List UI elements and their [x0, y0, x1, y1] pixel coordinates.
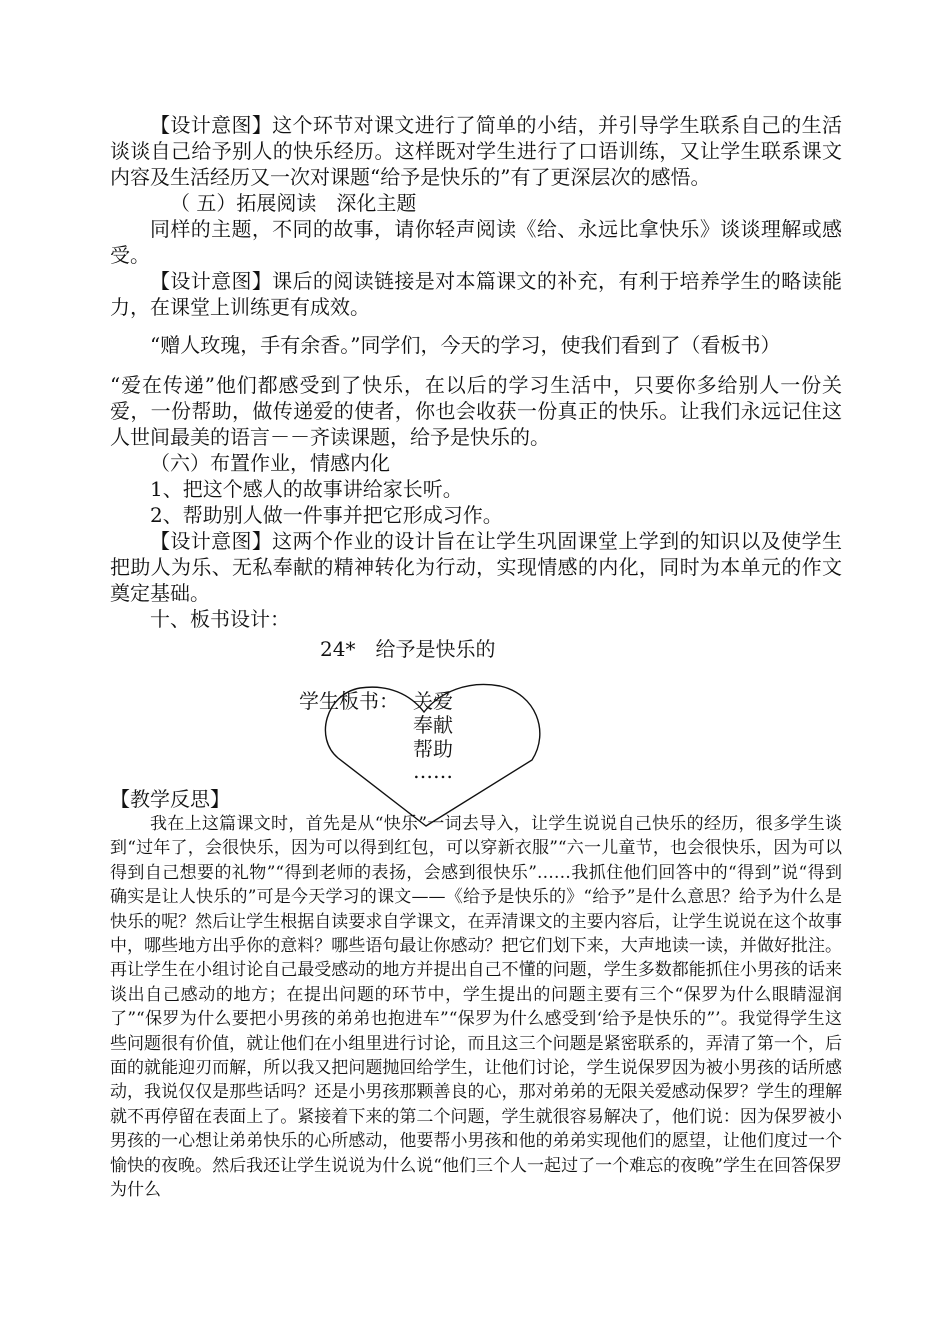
section-heading-5: （ 五）拓展阅读 深化主题	[170, 191, 417, 215]
board-title: 24* 给予是快乐的	[320, 637, 496, 661]
extension-reading-paragraph: 同样的主题，不同的故事，请你轻声阅读《给、永远比拿快乐》谈谈理解或感受。	[110, 217, 842, 267]
summary-paragraph: “爱在传递”他们都感受到了快乐，在以后的学习生活中，只要你多给别人一份关爱，一份帮助，做传递爱的使者，你也会收获一份真正的快乐。让我们永远记住这人世间最美的语言－－齐读课题，给予是快乐的。	[110, 373, 842, 449]
homework-item-2: 2、帮助别人做一件事并把它形成习作。	[150, 503, 503, 527]
reflection-paragraph: 我在上这篇课文时，首先是从“快乐”一词去导入，让学生说说自己快乐的经历，很多学生谈到“过年了，会很快乐，因为可以得到红包，可以穿新衣服”“六一儿童节，也会很快乐，因为可以得到自己想要的礼物”“得到老师的表扬，会感到很快乐”……我抓住他们回答中的“得到”说“得到确实是让人快乐的”可是今天学习的课文——《给予是快乐的》“给予”是什么意思？给予为什么是快乐的呢？然后让学生根据自读要求自学课文，在弄清课文的主要内容后，让学生说说在这个故事中，哪些地方出乎你的意料？哪些语句最让你感动？把它们划下来，大声地读一读，并做好批注。再让学生在小组讨论自己最受感动的地方并提出自己不懂的问题，学生多数都能抓住小男孩的话来谈出自己感动的地方；在提出问题的环节中，学生提出的问题主要有三个“保罗为什么眼睛湿润了”“保罗为什么要把小男孩的弟弟也抱进车”“保罗为什么感受到‘给予是快乐的”’。我觉得学生这些问题很有价值，就让他们在小组里进行讨论，而且这三个问题是紧密联系的，弄清了第一个，后面的就能迎刃而解，所以我又把问题抛回给学生，让他们讨论，学生说保罗因为被小男孩的话所感动，我说仅仅是那些话吗？还是小男孩那颗善良的心，那对弟弟的无限关爱感动保罗？学生的理解就不再停留在表面上了。紧接着下来的第二个问题，学生就很容易解决了，他们说：因为保罗被小男孩的一心想让弟弟快乐的心所感动，他要帮小男孩和他的弟弟实现他们的愿望，让他们度过一个愉快的夜晚。然后我还让学生说说为什么说“他们三个人一起过了一个难忘的夜晚”学生在回答保罗为什么	[110, 814, 842, 1201]
board-item-care: 关爱	[413, 689, 453, 713]
section-heading-6: （六）布置作业，情感内化	[150, 451, 390, 475]
homework-item-1: 1、把这个感人的故事讲给家长听。	[150, 477, 463, 501]
board-item-help: 帮助	[413, 737, 453, 761]
section-heading-10: 十、板书设计：	[150, 607, 290, 631]
board-item-dedication: 奉献	[413, 713, 453, 737]
reflection-heading: 【教学反思】	[110, 787, 230, 811]
design-intent-paragraph-2: 【设计意图】课后的阅读链接是对本篇课文的补充，有利于培养学生的略读能力，在课堂上训练更有成效。	[110, 269, 842, 319]
lesson-text	[110, 112, 842, 632]
design-intent-paragraph-1: 【设计意图】这个环节对课文进行了简单的小结，并引导学生联系自己的生活谈谈自己给予别人的快乐经历。这样既对学生进行了口语训练，又让学生联系课文内容及生活经历又一次对课题“给予是快乐的”有了更深层次的感悟。	[110, 113, 842, 189]
board-item-ellipsis: ……	[413, 759, 453, 783]
design-intent-paragraph-3: 【设计意图】这两个作业的设计旨在让学生巩固课堂上学到的知识以及使学生把助人为乐、无私奉献的精神转化为行动，实现情感的内化，同时为本单元的作文奠定基础。	[110, 529, 842, 605]
board-label: 学生板书：	[299, 689, 399, 713]
quote-line: “赠人玫瑰，手有余香。”同学们，今天的学习，使我们看到了（看板书）	[150, 333, 781, 357]
